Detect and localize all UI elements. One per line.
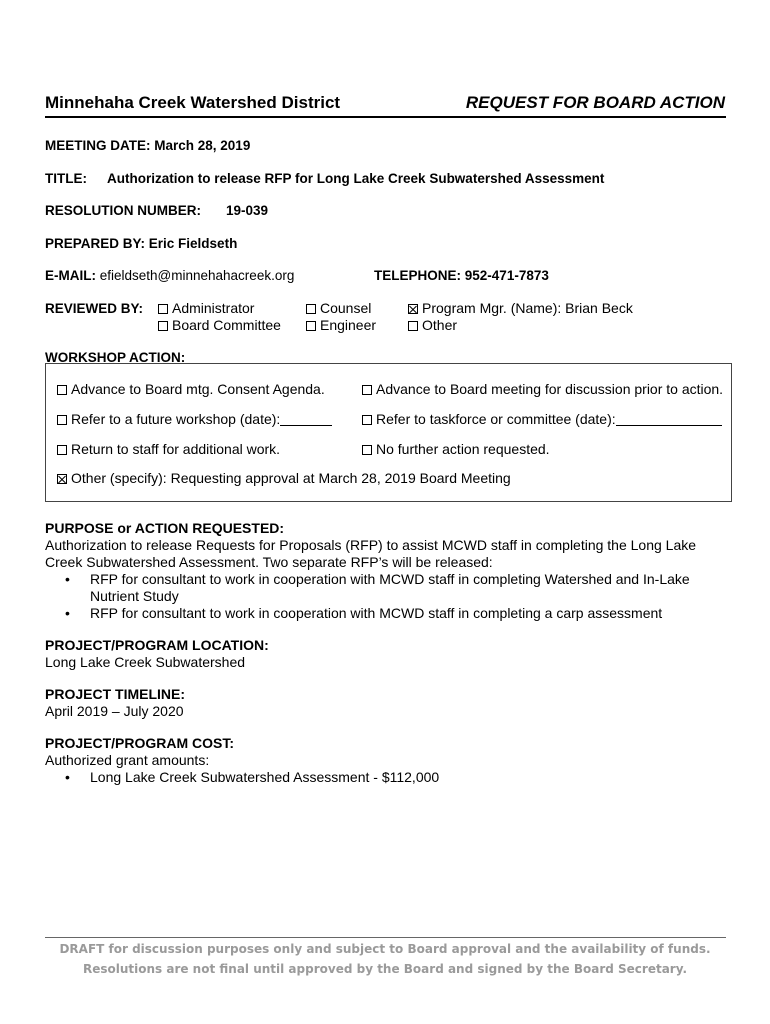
purpose-section bbox=[45, 520, 696, 622]
checkbox-icon[interactable] bbox=[408, 321, 418, 331]
checkbox-icon[interactable] bbox=[362, 385, 372, 395]
review-option-other[interactable]: Other bbox=[408, 317, 457, 334]
date-blank-line[interactable] bbox=[280, 413, 332, 426]
location-heading: PROJECT/PROGRAM LOCATION: bbox=[45, 637, 269, 653]
cost-intro: Authorized grant amounts: bbox=[45, 752, 210, 768]
workshop-option-other[interactable]: Other (specify): Requesting approval at March 28, 2019 Board Meeting bbox=[57, 470, 511, 487]
checked-checkbox-icon[interactable] bbox=[57, 474, 67, 484]
resolution-label: RESOLUTION NUMBER: bbox=[45, 203, 201, 218]
date-blank-line[interactable] bbox=[616, 413, 722, 426]
purpose-bullet-list bbox=[45, 571, 696, 622]
checkbox-icon[interactable] bbox=[362, 445, 372, 455]
timeline-value: April 2019 – July 2020 bbox=[45, 703, 184, 719]
list-item: • RFP for consultant to work in cooperation with MCWD staff in completing a carp assessment bbox=[45, 605, 696, 622]
location-section bbox=[45, 637, 269, 671]
doc-type-title: REQUEST FOR BOARD ACTION bbox=[465, 93, 725, 112]
checkbox-icon[interactable] bbox=[158, 321, 168, 331]
location-value: Long Lake Creek Subwatershed bbox=[45, 654, 246, 670]
cost-section bbox=[45, 735, 439, 786]
meeting-date-row bbox=[45, 137, 250, 154]
workshop-option-no-further-action[interactable]: No further action requested. bbox=[362, 441, 550, 458]
purpose-text-line: Authorization to release Requests for Proposals (RFP) to assist MCWD staff in completing the Long Lake bbox=[45, 537, 697, 553]
title-label: TITLE: bbox=[45, 171, 87, 186]
cost-heading: PROJECT/PROGRAM COST: bbox=[45, 735, 235, 751]
review-option-counsel[interactable]: Counsel bbox=[306, 300, 371, 317]
workshop-option-future-workshop[interactable]: Refer to a future workshop (date): bbox=[57, 411, 332, 428]
checkbox-icon[interactable] bbox=[57, 385, 67, 395]
checkbox-icon[interactable] bbox=[57, 415, 67, 425]
purpose-heading: PURPOSE or ACTION REQUESTED: bbox=[45, 520, 285, 536]
purpose-text-line: Creek Subwatershed Assessment. Two separate RFP’s will be released: bbox=[45, 554, 493, 570]
review-option-administrator[interactable]: Administrator bbox=[158, 300, 254, 317]
review-option-engineer[interactable]: Engineer bbox=[306, 317, 376, 334]
telephone-label: TELEPHONE: bbox=[374, 268, 462, 283]
email-value: efieldseth@minnehahacreek.org bbox=[99, 268, 295, 283]
workshop-option-discussion[interactable]: Advance to Board meeting for discussion prior to action. bbox=[362, 381, 723, 398]
telephone-value: 952-471-7873 bbox=[464, 268, 549, 283]
meeting-date-value: March 28, 2019 bbox=[154, 138, 251, 153]
workshop-option-return-to-staff[interactable]: Return to staff for additional work. bbox=[57, 441, 280, 458]
footer-divider bbox=[45, 937, 726, 938]
reviewed-by-label: REVIEWED BY: bbox=[45, 301, 144, 316]
timeline-section bbox=[45, 686, 185, 720]
checkbox-icon[interactable] bbox=[306, 321, 316, 331]
resolution-value: 19-039 bbox=[226, 203, 269, 218]
review-option-program-mgr[interactable]: Program Mgr. (Name): Brian Beck bbox=[408, 300, 633, 317]
footer-disclaimer-line2: Resolutions are not final until approved by the Board and signed by the Board Secretary. bbox=[82, 962, 688, 976]
prepared-by-label: PREPARED BY: bbox=[45, 236, 146, 251]
list-item: • Long Lake Creek Subwatershed Assessment - $112,000 bbox=[45, 769, 439, 786]
title-value: Authorization to release RFP for Long Lake Creek Subwatershed Assessment bbox=[107, 171, 605, 186]
checkbox-icon[interactable] bbox=[57, 445, 67, 455]
cost-bullet-list bbox=[45, 769, 439, 786]
checkbox-icon[interactable] bbox=[362, 415, 372, 425]
email-label: E-MAIL: bbox=[45, 268, 96, 283]
workshop-option-taskforce[interactable]: Refer to taskforce or committee (date): bbox=[362, 411, 722, 428]
workshop-action-label: WORKSHOP ACTION: bbox=[45, 350, 186, 365]
workshop-option-consent-agenda[interactable]: Advance to Board mtg. Consent Agenda. bbox=[57, 381, 325, 398]
checked-checkbox-icon[interactable] bbox=[408, 304, 418, 314]
telephone-row bbox=[374, 267, 549, 284]
review-option-board-committee[interactable]: Board Committee bbox=[158, 317, 281, 334]
checkbox-icon[interactable] bbox=[306, 304, 316, 314]
prepared-by-value: Eric Fieldseth bbox=[148, 236, 238, 251]
checkbox-icon[interactable] bbox=[158, 304, 168, 314]
org-name: Minnehaha Creek Watershed District bbox=[45, 93, 341, 112]
prepared-by-row bbox=[45, 235, 237, 252]
list-item: • RFP for consultant to work in cooperation with MCWD staff in completing Watershed and In-Lake Nutrient Study bbox=[45, 571, 696, 605]
meeting-date-label: MEETING DATE: bbox=[45, 138, 151, 153]
header-divider bbox=[45, 116, 726, 118]
footer-disclaimer-line1: DRAFT for discussion purposes only and subject to Board approval and the availability of funds. bbox=[59, 942, 711, 956]
email-row bbox=[45, 267, 294, 284]
timeline-heading: PROJECT TIMELINE: bbox=[45, 686, 186, 702]
